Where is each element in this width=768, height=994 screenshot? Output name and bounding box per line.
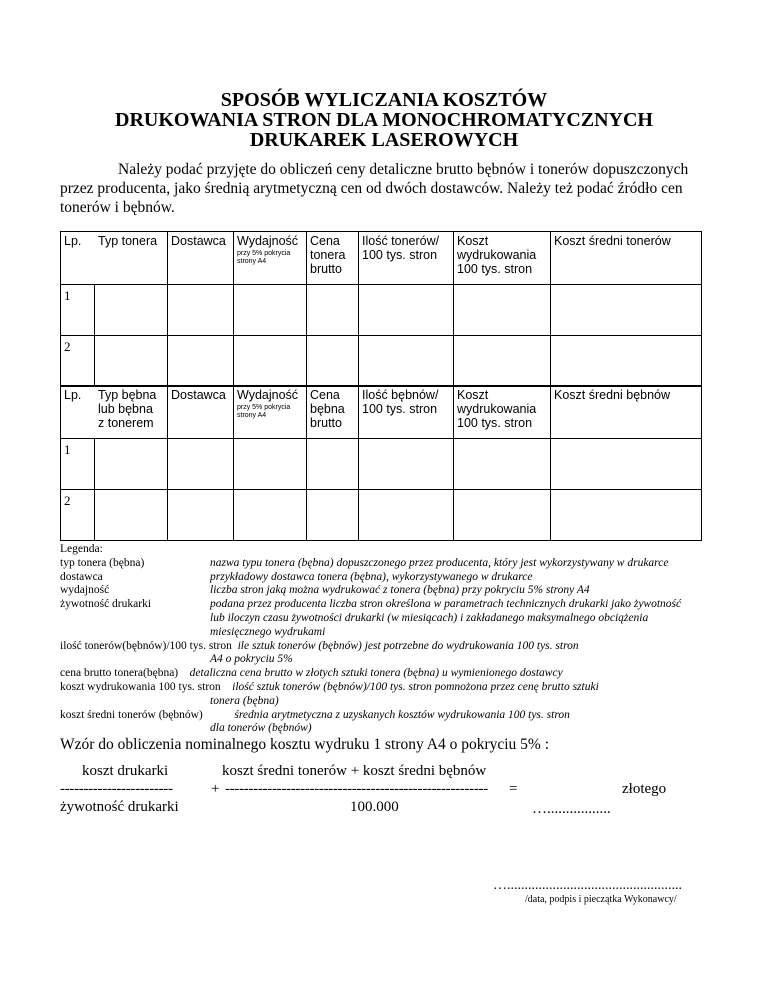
formula-right-numerator: koszt średni tonerów + koszt średni bębnów xyxy=(222,763,487,779)
table-cell[interactable] xyxy=(168,336,234,387)
table-cell[interactable] xyxy=(454,336,551,387)
signature-label: /data, podpis i pieczątka Wykonawcy/ xyxy=(525,894,677,905)
header-cena: Cena tonera brutto xyxy=(307,232,359,285)
row-number: 1 xyxy=(61,439,95,490)
legend-item-zywotnosc: żywotność drukarki podana przez producenta liczba stron określona w parametrach technicznych drukarki jako żywotność xyxy=(60,598,682,611)
table-cell[interactable] xyxy=(95,285,168,336)
header-ilosc: Ilość bębnów/ 100 tys. stron xyxy=(359,386,454,439)
header-wydajnosc: Wydajność przy 5% pokrycia strony A4 xyxy=(234,232,307,285)
formula-left-divider: ------------------------ xyxy=(60,781,173,797)
row-number: 1 xyxy=(61,285,95,336)
formula-left-denominator: żywotność drukarki xyxy=(60,799,179,815)
table-cell[interactable] xyxy=(551,490,702,541)
table-cell[interactable] xyxy=(551,285,702,336)
table-cell[interactable] xyxy=(168,490,234,541)
wydajnosc-note-1: przy 5% pokrycia xyxy=(237,404,291,411)
header-wydajnosc: Wydajność przy 5% pokrycia strony A4 xyxy=(234,386,307,439)
table-cell[interactable] xyxy=(454,285,551,336)
formula-right-divider: -------------------------------------------------------- xyxy=(225,781,488,797)
title-line-2: DRUKOWANIA STRON DLA MONOCHROMATYCZNYCH xyxy=(115,109,653,131)
table-cell[interactable] xyxy=(307,439,359,490)
intro-paragraph xyxy=(60,160,710,217)
legend-item-typ: typ tonera (bębna) nazwa typu tonera (bębna) dopuszczonego przez producenta, który jest wykorzystywany w drukarce xyxy=(60,556,669,569)
header-lp: Lp. xyxy=(61,386,95,439)
table-row xyxy=(61,439,702,490)
table-cell[interactable] xyxy=(234,336,307,387)
legend-heading: Legenda: xyxy=(60,543,103,555)
header-koszt: Koszt wydrukowania 100 tys. stron xyxy=(454,386,551,439)
legend-item-wydajnosc: wydajność liczba stron jaką można wydrukować z tonera (bębna) przy pokryciu 5% strony A4 xyxy=(60,584,590,597)
legend-item-ilosc: ilość tonerów(bębnów)/100 tys. stron ile sztuk tonerów (bębnów) jest potrzebne do wydrukowania 100 tys. stron xyxy=(60,639,579,652)
drum-header-row xyxy=(61,386,702,439)
header-typ-bebna: Typ bębna lub bębna z tonerem xyxy=(95,386,168,439)
table-cell[interactable] xyxy=(359,439,454,490)
legend-item-koszt: koszt wydrukowania 100 tys. stron ilość sztuk tonerów (bębnów)/100 tys. stron pomnożona przez cenę brutto sztuki xyxy=(60,680,599,693)
header-ilosc: Ilość tonerów/ 100 tys. stron xyxy=(359,232,454,285)
document-title xyxy=(0,90,768,150)
signature-line[interactable]: ….................................................. xyxy=(493,878,682,893)
title-line-3: DRUKAREK LASEROWYCH xyxy=(249,129,519,151)
table-cell[interactable] xyxy=(95,336,168,387)
title-line-1: SPOSÓB WYLICZANIA KOSZTÓW xyxy=(220,89,548,111)
formula-equals: = xyxy=(509,781,518,797)
toner-header-row xyxy=(61,232,702,285)
header-dostawca: Dostawca xyxy=(168,232,234,285)
table-cell[interactable] xyxy=(307,285,359,336)
legend: Legenda: typ tonera (bębna) nazwa typu tonera (bębna) dopuszczonego przez producenta, który jest wykorzystywany w drukarce dostawca przykładowy dostawca tonera (bębna), wykorzystywanego w drukarce wydajność liczba stron jaką można wydrukować z tonera (bębna) przy pokryciu 5% strony A4 żywotność drukarki podana przez producenta liczba stron określona w parametrach technicznych drukarki jako żywotność lub iloczyn czasu żywotności drukarki (w miesiącach) i zakładanego maksymalnego obciążenia miesięcznego wydrukami ilość tonerów(bębnów)/100 tys. stron ile sztuk tonerów (bębnów) jest potrzebne do wydrukowania 100 tys. stron A4 o pokryciu 5% cena brutto tonera(bębna) detaliczna cena brutto w złotych sztuki tonera (bębna) u wymienionego dostawcy koszt wydrukowania 100 tys. stron ilość sztuk tonerów (bębnów)/100 tys. stron pomnożona przez cenę brutto sztuki tonera (bębna) koszt średni tonerów (bębnów) średnia arytmetyczna z uzyskanych kosztów wydrukowania 100 tys. stron dla tonerów (bębnów) xyxy=(60,543,720,736)
legend-item-sredni: koszt średni tonerów (bębnów) średnia arytmetyczna z uzyskanych kosztów wydrukowania 100 tys. stron xyxy=(60,708,570,721)
header-lp: Lp. xyxy=(61,232,95,285)
header-typ-tonera: Typ tonera xyxy=(95,232,168,285)
wydajnosc-note-2: strony A4 xyxy=(237,258,267,265)
table-cell[interactable] xyxy=(551,336,702,387)
table-cell[interactable] xyxy=(234,285,307,336)
table-cell[interactable] xyxy=(234,490,307,541)
formula-right-denominator: 100.000 xyxy=(350,799,399,815)
intro-text: Należy podać przyjęte do obliczeń ceny detaliczne brutto bębnów i tonerów dopuszczonych przez producenta, jako średnią arytmetyczną cen od dwóch dostawców. Należy też podać źródło cen tonerów i bębnów. xyxy=(60,161,689,216)
table-row xyxy=(61,285,702,336)
legend-item-cena: cena brutto tonera(bębna) detaliczna cena brutto w złotych sztuki tonera (bębna) u wymienionego dostawcy xyxy=(60,667,563,680)
table-cell[interactable] xyxy=(454,490,551,541)
table-cell[interactable] xyxy=(234,439,307,490)
header-dostawca: Dostawca xyxy=(168,386,234,439)
wydajnosc-note-1: przy 5% pokrycia xyxy=(237,250,291,257)
row-number: 2 xyxy=(61,490,95,541)
table-cell[interactable] xyxy=(168,439,234,490)
formula-left-numerator: koszt drukarki xyxy=(82,763,169,779)
header-koszt-sredni: Koszt średni bębnów xyxy=(551,386,702,439)
table-cell[interactable] xyxy=(307,336,359,387)
legend-item-dostawca: dostawca przykładowy dostawca tonera (bębna), wykorzystywanego w drukarce xyxy=(60,570,533,583)
wydajnosc-note-2: strony A4 xyxy=(237,412,267,419)
drum-table xyxy=(60,385,702,541)
formula-plus: + xyxy=(211,781,220,797)
table-cell[interactable] xyxy=(454,439,551,490)
formula-result-blank[interactable]: …................. xyxy=(532,801,611,817)
row-number: 2 xyxy=(61,336,95,387)
header-cena: Cena bębna brutto xyxy=(307,386,359,439)
header-koszt-sredni: Koszt średni tonerów xyxy=(551,232,702,285)
table-cell[interactable] xyxy=(359,285,454,336)
table-cell[interactable] xyxy=(95,439,168,490)
table-cell[interactable] xyxy=(168,285,234,336)
table-cell[interactable] xyxy=(307,490,359,541)
table-cell[interactable] xyxy=(359,336,454,387)
formula-result-unit: złotego xyxy=(622,781,667,797)
header-koszt: Koszt wydrukowania 100 tys. stron xyxy=(454,232,551,285)
formula-title: Wzór do obliczenia nominalnego kosztu wydruku 1 strony A4 o pokryciu 5% : xyxy=(60,736,550,753)
table-row xyxy=(61,490,702,541)
table-row xyxy=(61,336,702,387)
table-cell[interactable] xyxy=(95,490,168,541)
table-cell[interactable] xyxy=(359,490,454,541)
table-cell[interactable] xyxy=(551,439,702,490)
toner-table xyxy=(60,231,702,387)
